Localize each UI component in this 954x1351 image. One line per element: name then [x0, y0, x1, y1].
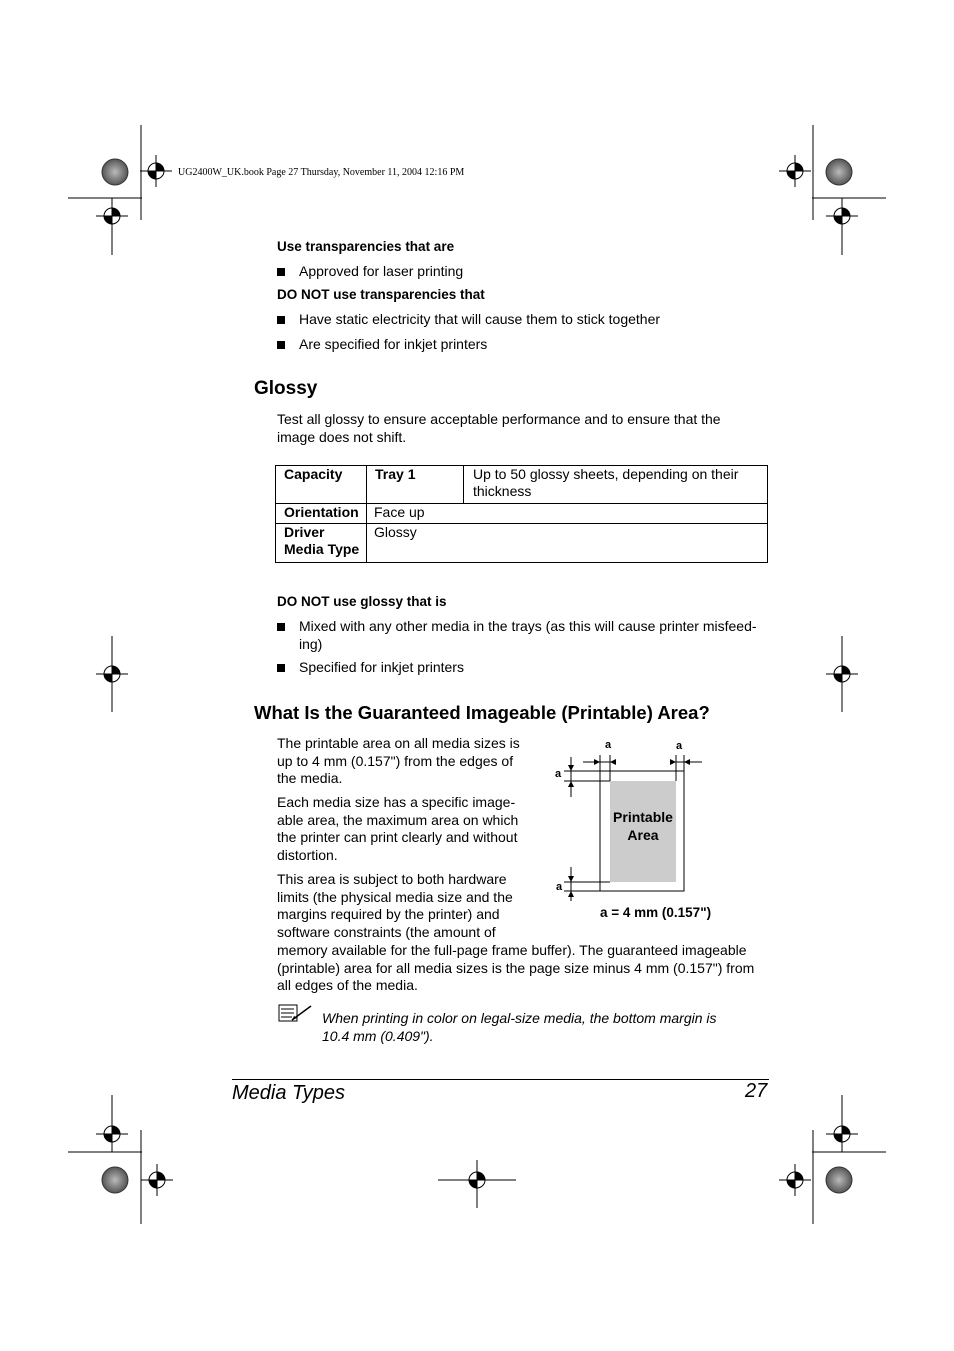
printable-area-diagram — [550, 735, 730, 905]
use-transparencies-heading: Use transparencies that are — [277, 239, 455, 254]
list-item-text: Have static electricity that will cause them to stick together — [299, 311, 661, 327]
diagram-caption: a = 4 mm (0.157") — [600, 905, 712, 920]
printable-para1: The printable area on all media sizes is up to 4 mm (0.157") from the edges of the media. — [277, 735, 520, 786]
list-item — [277, 336, 772, 354]
tray-label: Tray 1 — [367, 466, 464, 504]
bullet-icon — [277, 341, 285, 349]
list-item — [277, 311, 772, 329]
orientation-label: Orientation — [276, 504, 367, 524]
printable-area-label-line1: Printable — [613, 809, 673, 825]
table-row — [276, 504, 768, 524]
table-row — [276, 524, 768, 563]
margin-label-top-right: a — [676, 740, 683, 752]
list-item-text: Specified for inkjet printers — [299, 659, 464, 675]
driver-label-line2: Media Type — [284, 541, 360, 557]
margin-label-left-bottom: a — [556, 881, 563, 893]
driver-label-line1: Driver — [284, 524, 325, 540]
printable-area-heading: What Is the Guaranteed Imageable (Printable) Area? — [254, 702, 710, 723]
list-item — [277, 263, 772, 281]
list-item-text: Approved for laser printing — [299, 263, 464, 279]
donot-glossy-heading: DO NOT use glossy that is — [277, 594, 447, 609]
bullet-icon — [277, 664, 285, 672]
bullet-icon — [277, 316, 285, 324]
page-number: 27 — [745, 1080, 768, 1102]
capacity-label: Capacity — [276, 466, 367, 504]
printable-para2: Each media size has a specific image-able area, the maximum area on which the printer can print clearly and without distortion. — [277, 794, 519, 863]
note-pad-icon — [278, 1002, 314, 1024]
donot-transparencies-heading: DO NOT use transparencies that — [277, 287, 485, 302]
printable-para3-rest: memory available for the full-page frame buffer). The guaranteed imageable (printable) area for all media sizes is the page size minus 4 mm (0.157") from all edges of the media. — [277, 942, 755, 993]
footer-section-title: Media Types — [232, 1082, 346, 1104]
capacity-value: Up to 50 glossy sheets, depending on their thickness — [464, 466, 768, 504]
legal-size-note: When printing in color on legal-size media, the bottom margin is 10.4 mm (0.409"). — [322, 1010, 717, 1044]
printable-area-label-line2: Area — [627, 827, 659, 843]
printable-para3-start: This area is subject to both hardware limits (the physical media size and the margins required by the printer) and software constraints (the amount of — [277, 871, 513, 940]
glossy-heading: Glossy — [254, 378, 318, 399]
margin-label-top-left: a — [605, 739, 612, 751]
driver-media-type-label — [276, 524, 367, 563]
list-item — [277, 659, 772, 677]
bullet-icon — [277, 623, 285, 631]
glossy-spec-table — [275, 465, 768, 563]
list-item-text: Mixed with any other media in the trays (as this will cause printer misfeed-ing) — [299, 618, 757, 652]
list-item-text: Are specified for inkjet printers — [299, 336, 488, 352]
footer-divider — [232, 1079, 769, 1080]
list-item — [277, 618, 772, 653]
glossy-intro: Test all glossy to ensure acceptable performance and to ensure that the image does not shift. — [277, 411, 721, 445]
driver-media-type-value: Glossy — [367, 524, 768, 563]
table-row — [276, 466, 768, 504]
orientation-value: Face up — [367, 504, 768, 524]
book-header-stamp: UG2400W_UK.book Page 27 Thursday, November 11, 2004 12:16 PM — [178, 167, 465, 178]
margin-label-left-top: a — [555, 768, 562, 780]
bullet-icon — [277, 268, 285, 276]
